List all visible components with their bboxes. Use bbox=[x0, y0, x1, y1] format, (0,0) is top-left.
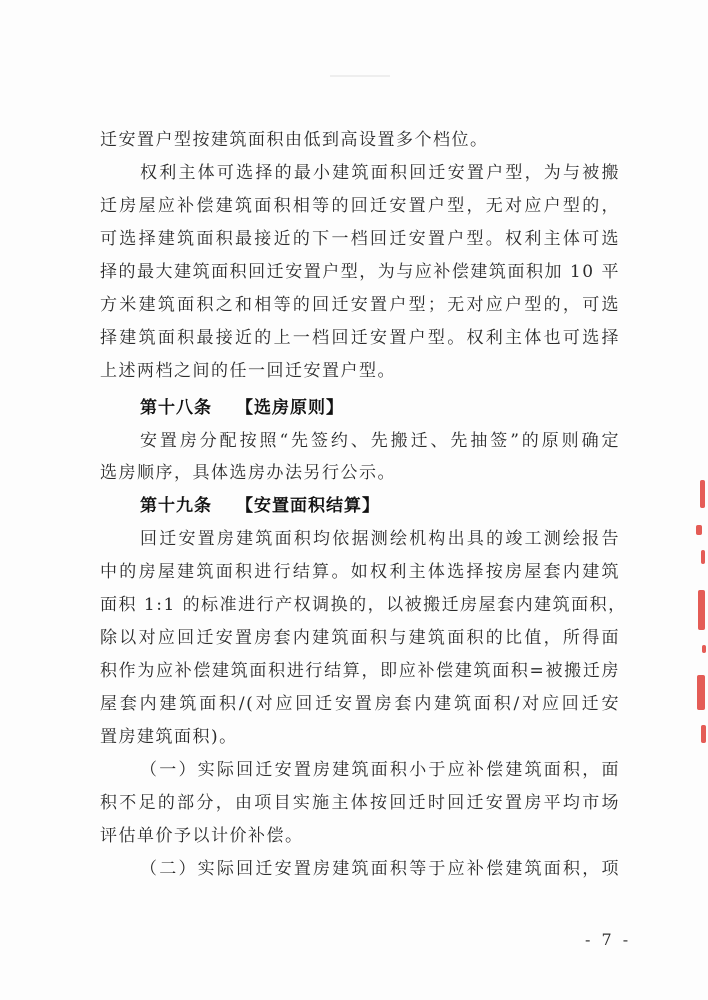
article-title: 【安置面积结算】 bbox=[236, 496, 380, 516]
page-number: - 7 - bbox=[585, 930, 632, 949]
text-line: 选房顺序，具体选房办法另行公示。 bbox=[100, 463, 396, 483]
text-line: （二）实际回迁安置房建筑面积等于应补偿建筑面积，项 bbox=[140, 859, 620, 879]
red-seal-edge bbox=[688, 470, 708, 770]
article-19-heading bbox=[140, 494, 620, 518]
article-18-heading bbox=[140, 396, 620, 420]
text-line: 择的最大建筑面积回迁安置户型，为与应补偿建筑面积加 10 平 bbox=[100, 262, 620, 282]
text-line: 可选择建筑面积最接近的下一档回迁安置户型。权利主体可选 bbox=[100, 229, 620, 249]
text-line: 回迁安置房建筑面积均依据测绘机构出具的竣工测绘报告 bbox=[140, 529, 620, 549]
article-number: 第十九条 bbox=[140, 496, 212, 516]
text-line: 屋套内建筑面积/(对应回迁安置房套内建筑面积/对应回迁安 bbox=[100, 694, 620, 714]
text-line: 面积 1:1 的标准进行产权调换的，以被搬迁房屋套内建筑面积， bbox=[100, 595, 627, 615]
article-number: 第十八条 bbox=[140, 398, 212, 418]
text-line: （一）实际回迁安置房建筑面积小于应补偿建筑面积，面 bbox=[140, 760, 620, 780]
text-line: 方米建筑面积之和相等的回迁安置户型；无对应户型的，可选 bbox=[100, 295, 620, 315]
text-line: 迁房屋应补偿建筑面积相等的回迁安置户型，无对应户型的， bbox=[100, 196, 620, 216]
text-line: 择建筑面积最接近的上一档回迁安置户型。权利主体也可选择 bbox=[100, 328, 620, 348]
text-line: 上述两档之间的任一回迁安置户型。 bbox=[100, 361, 396, 381]
text-line: 积作为应补偿建筑面积进行结算，即应补偿建筑面积=被搬迁房 bbox=[100, 661, 620, 681]
text-line: 评估单价予以计价补偿。 bbox=[100, 826, 304, 846]
text-line: 迁安置户型按建筑面积由低到高设置多个档位。 bbox=[100, 130, 489, 150]
text-line: 积不足的部分，由项目实施主体按回迁时回迁安置房平均市场 bbox=[100, 793, 620, 813]
text-line: 中的房屋建筑面积进行结算。如权利主体选择按房屋套内建筑 bbox=[100, 562, 620, 582]
text-line: 权利主体可选择的最小建筑面积回迁安置户型，为与被搬 bbox=[140, 163, 620, 183]
text-line: 安置房分配按照“先签约、先搬迁、先抽签”的原则确定 bbox=[140, 431, 620, 451]
text-line: 除以对应回迁安置房套内建筑面积与建筑面积的比值，所得面 bbox=[100, 628, 620, 648]
scan-mark bbox=[330, 75, 390, 77]
text-line: 置房建筑面积)。 bbox=[100, 727, 238, 747]
article-title: 【选房原则】 bbox=[236, 398, 344, 418]
